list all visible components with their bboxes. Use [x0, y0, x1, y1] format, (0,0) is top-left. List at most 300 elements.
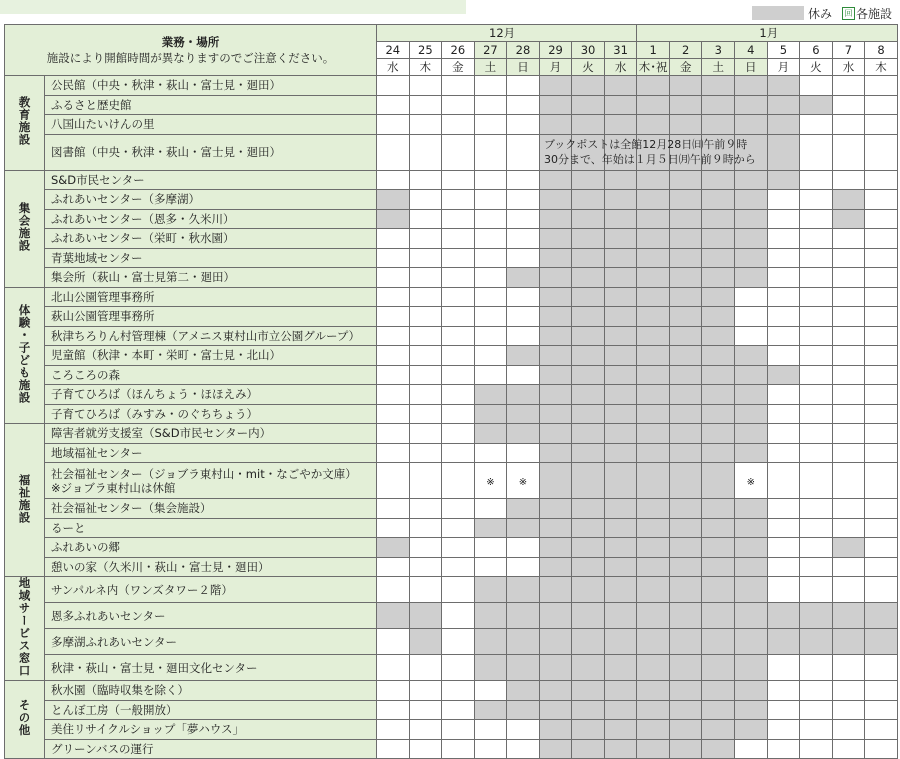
- weekday-label: 木: [409, 59, 442, 76]
- closed-day-cell: [735, 365, 768, 385]
- table-row: [5, 443, 898, 463]
- facility-name-text: るーと: [51, 520, 86, 535]
- open-day-cell: [735, 739, 768, 759]
- open-day-cell: [409, 557, 442, 577]
- closed-day-cell: [702, 170, 735, 190]
- facility-name-text: 北山公園管理事務所: [51, 289, 155, 304]
- open-day-cell: [409, 287, 442, 307]
- open-day-cell: [767, 538, 800, 558]
- table-row: [5, 681, 898, 701]
- open-day-cell: [409, 170, 442, 190]
- open-day-cell: [442, 577, 475, 603]
- open-day-cell: [409, 326, 442, 346]
- open-day-cell: [800, 557, 833, 577]
- table-row: [5, 209, 898, 229]
- open-day-cell: [474, 739, 507, 759]
- open-day-cell: [865, 518, 898, 538]
- open-day-cell: [832, 681, 865, 701]
- facility-name-text: 子育てひろば（みすみ・のぐちちょう）: [51, 406, 258, 421]
- open-day-cell: [800, 346, 833, 366]
- facility-note-text: ※ジョブラ東村山は休館: [51, 480, 176, 495]
- closed-day-cell: [539, 557, 572, 577]
- open-day-cell: [865, 307, 898, 327]
- open-day-cell: [442, 603, 475, 629]
- open-day-cell: [800, 463, 833, 499]
- open-day-cell: [474, 287, 507, 307]
- closed-day-cell: [735, 76, 768, 96]
- top-band: [0, 0, 466, 14]
- weekday-label: 土: [702, 59, 735, 76]
- open-day-cell: [832, 115, 865, 135]
- facility-name: [45, 681, 377, 701]
- table-row: [5, 655, 898, 681]
- day-number: 4: [735, 42, 768, 59]
- open-day-cell: [800, 229, 833, 249]
- day-number: 27: [474, 42, 507, 59]
- category-text: 集会施設: [17, 202, 32, 252]
- closed-day-cell: [669, 76, 702, 96]
- open-day-cell: [442, 443, 475, 463]
- closed-day-cell: [702, 76, 735, 96]
- open-day-cell: [832, 229, 865, 249]
- open-day-cell: [800, 385, 833, 405]
- closed-day-cell: [604, 463, 637, 499]
- open-day-cell: [507, 739, 540, 759]
- open-day-cell: [865, 385, 898, 405]
- facility-name-text: 秋水園（臨時収集を除く）: [51, 683, 189, 698]
- open-day-cell: [507, 443, 540, 463]
- open-day-cell: [377, 629, 410, 655]
- closed-day-cell: [539, 463, 572, 499]
- closed-day-cell: [702, 134, 735, 170]
- open-day-cell: [377, 499, 410, 519]
- open-day-cell: [474, 538, 507, 558]
- month-header-jan: 1月: [637, 25, 897, 42]
- closed-day-cell: [572, 739, 605, 759]
- closed-day-cell: [669, 655, 702, 681]
- open-day-cell: [767, 209, 800, 229]
- open-day-cell: [409, 443, 442, 463]
- closed-day-cell: [604, 95, 637, 115]
- category-text: 地域サービス窓口: [17, 577, 32, 677]
- open-day-cell: [865, 720, 898, 740]
- day-number: 5: [767, 42, 800, 59]
- open-day-cell: [865, 209, 898, 229]
- open-day-cell: [832, 95, 865, 115]
- open-day-cell: [409, 307, 442, 327]
- category-label: [5, 681, 45, 759]
- table-row: [5, 700, 898, 720]
- closed-day-cell: [539, 365, 572, 385]
- facility-name-text: ころころの森: [51, 367, 120, 382]
- weekday-label: 火: [572, 59, 605, 76]
- closed-day-cell: [507, 268, 540, 288]
- closed-day-cell: [735, 248, 768, 268]
- closed-day-cell: [604, 190, 637, 210]
- open-day-cell: [474, 248, 507, 268]
- closed-day-cell: [539, 499, 572, 519]
- facility-icon: 回: [842, 7, 855, 20]
- open-day-cell: [767, 443, 800, 463]
- open-day-cell: [474, 209, 507, 229]
- facility-name: [45, 700, 377, 720]
- closed-day-cell: [637, 115, 670, 135]
- open-day-cell: [442, 739, 475, 759]
- open-day-cell: [442, 134, 475, 170]
- facility-name: [45, 190, 377, 210]
- closed-day-cell: [604, 76, 637, 96]
- open-day-cell: [767, 518, 800, 538]
- open-day-cell: [474, 681, 507, 701]
- open-day-cell: [474, 326, 507, 346]
- closed-day-cell: [637, 229, 670, 249]
- closed-day-cell: [702, 629, 735, 655]
- open-day-cell: [474, 499, 507, 519]
- open-day-cell: [865, 326, 898, 346]
- closed-day-cell: [669, 248, 702, 268]
- closed-day-cell: [539, 248, 572, 268]
- open-day-cell: [442, 404, 475, 424]
- closed-day-cell: [637, 170, 670, 190]
- open-day-cell: [865, 655, 898, 681]
- open-day-cell: [377, 404, 410, 424]
- open-day-cell: [474, 557, 507, 577]
- open-day-cell: [442, 190, 475, 210]
- asterisk-mark: ※: [486, 476, 495, 488]
- day-number: 24: [377, 42, 410, 59]
- facility-name: [45, 307, 377, 327]
- closed-day-cell: [604, 655, 637, 681]
- facility-name: [45, 629, 377, 655]
- closed-day-cell: [637, 655, 670, 681]
- table-row: [5, 115, 898, 135]
- closed-day-cell: [702, 365, 735, 385]
- closed-day-cell: [637, 76, 670, 96]
- closed-day-cell: [669, 577, 702, 603]
- facility-name-text: 憩いの家（久米川・萩山・富士見・廻田）: [51, 559, 270, 574]
- open-day-cell: [767, 404, 800, 424]
- open-day-cell: [377, 720, 410, 740]
- closed-day-cell: [539, 268, 572, 288]
- open-day-cell: [409, 134, 442, 170]
- open-day-cell: [507, 115, 540, 135]
- open-day-cell: [409, 681, 442, 701]
- closed-day-cell: [669, 720, 702, 740]
- closed-day-cell: [669, 603, 702, 629]
- facility-name: [45, 404, 377, 424]
- asterisk-mark: ※: [518, 476, 528, 488]
- open-day-cell: [832, 76, 865, 96]
- closed-day-cell: [409, 629, 442, 655]
- facility-name: [45, 76, 377, 96]
- closed-day-cell: [702, 443, 735, 463]
- closed-day-cell: [637, 365, 670, 385]
- closed-day-cell: [507, 681, 540, 701]
- closed-day-cell: [604, 557, 637, 577]
- open-day-cell: [409, 385, 442, 405]
- open-day-cell: [507, 209, 540, 229]
- open-day-cell: [865, 229, 898, 249]
- open-day-cell: [442, 95, 475, 115]
- open-day-cell: [832, 307, 865, 327]
- closed-day-cell: [539, 681, 572, 701]
- open-day-cell: [865, 739, 898, 759]
- closed-day-cell: [507, 700, 540, 720]
- closed-day-cell: [702, 404, 735, 424]
- closed-day-cell: [702, 603, 735, 629]
- closed-day-cell: [637, 346, 670, 366]
- table-row: [5, 248, 898, 268]
- open-day-cell: [507, 229, 540, 249]
- closed-day-cell: [702, 700, 735, 720]
- weekday-label: 日: [735, 59, 768, 76]
- closed-day-cell: [539, 190, 572, 210]
- open-day-cell: [800, 681, 833, 701]
- open-day-cell: [409, 404, 442, 424]
- closed-day-cell: [507, 346, 540, 366]
- open-day-cell: [409, 76, 442, 96]
- facility-name-text: ふれあいセンター（多摩湖）: [51, 192, 201, 207]
- facility-name: [45, 424, 377, 444]
- open-day-cell: [377, 365, 410, 385]
- open-day-cell: [800, 115, 833, 135]
- open-day-cell: [767, 287, 800, 307]
- open-day-cell: [442, 365, 475, 385]
- facility-name-text: 図書館（中央・秋津・萩山・富士見・廻田）: [51, 145, 281, 159]
- closed-day-cell: [669, 629, 702, 655]
- open-day-cell: [800, 365, 833, 385]
- closed-day-cell: [669, 443, 702, 463]
- closed-day-cell: [702, 326, 735, 346]
- open-day-cell: [442, 115, 475, 135]
- closed-day-cell: [474, 655, 507, 681]
- facility-name: [45, 557, 377, 577]
- open-day-cell: [377, 577, 410, 603]
- facility-name-text: サンパルネ内（ワンズタワー２階）: [51, 582, 233, 597]
- open-day-cell: [474, 115, 507, 135]
- closed-day-cell: [735, 499, 768, 519]
- legend: [752, 4, 892, 22]
- closed-day-cell: [637, 700, 670, 720]
- open-day-cell: [767, 577, 800, 603]
- closed-day-cell: [604, 248, 637, 268]
- open-day-cell: [507, 720, 540, 740]
- category-text: 教育施設: [17, 96, 32, 147]
- open-day-cell: [377, 700, 410, 720]
- open-day-cell: [474, 443, 507, 463]
- closed-day-cell: [572, 720, 605, 740]
- closed-day-cell: [702, 268, 735, 288]
- closed-day-cell: [637, 629, 670, 655]
- open-day-cell: [735, 287, 768, 307]
- table-row: [5, 629, 898, 655]
- open-day-cell: [474, 268, 507, 288]
- open-day-cell: [800, 577, 833, 603]
- open-day-cell: [409, 739, 442, 759]
- closed-day-cell: [637, 603, 670, 629]
- closed-day-cell: [702, 248, 735, 268]
- closed-day-cell: [507, 518, 540, 538]
- open-day-cell: [865, 700, 898, 720]
- table-row: [5, 190, 898, 210]
- closed-day-cell: [800, 629, 833, 655]
- open-day-cell: [832, 518, 865, 538]
- closed-day-cell: [637, 557, 670, 577]
- facility-name: [45, 655, 377, 681]
- category-label: [5, 577, 45, 681]
- closed-day-cell: [832, 603, 865, 629]
- closed-day-cell: [539, 229, 572, 249]
- open-day-cell: [800, 655, 833, 681]
- closed-day-cell: [572, 190, 605, 210]
- closed-day-cell: [539, 115, 572, 135]
- open-day-cell: [409, 538, 442, 558]
- open-day-cell: [442, 76, 475, 96]
- table-row: [5, 385, 898, 405]
- facility-name-text: S&D市民センター: [51, 172, 145, 187]
- closed-day-cell: [865, 603, 898, 629]
- closed-day-cell: [702, 229, 735, 249]
- closed-day-cell: [604, 443, 637, 463]
- closed-day-cell: [637, 463, 670, 499]
- closed-day-cell: [702, 424, 735, 444]
- closed-day-cell: [539, 76, 572, 96]
- closed-day-cell: [637, 385, 670, 405]
- facility-name: [45, 268, 377, 288]
- open-day-cell: [442, 700, 475, 720]
- open-day-cell: [865, 499, 898, 519]
- closed-day-cell: [572, 365, 605, 385]
- closed-day-cell: [604, 629, 637, 655]
- closed-day-cell: [735, 385, 768, 405]
- closed-day-cell: [604, 603, 637, 629]
- closed-day-cell: [637, 307, 670, 327]
- facility-name: [45, 538, 377, 558]
- open-day-cell: [800, 538, 833, 558]
- closed-day-cell: [604, 365, 637, 385]
- facility-name: [45, 170, 377, 190]
- closed-day-cell: [539, 287, 572, 307]
- open-day-cell: [377, 115, 410, 135]
- closed-day-cell: [572, 307, 605, 327]
- day-number: 28: [507, 42, 540, 59]
- closed-swatch: [752, 6, 804, 20]
- category-text: 体験・子ども施設: [17, 303, 32, 404]
- table-row: [5, 287, 898, 307]
- asterisk-mark: ※: [746, 476, 755, 488]
- facility-name-text: 公民館（中央・秋津・萩山・富士見・廻田）: [51, 78, 281, 93]
- weekday-label: 水: [832, 59, 865, 76]
- closed-day-cell: [474, 404, 507, 424]
- open-day-cell: [832, 404, 865, 424]
- facility-name: [45, 720, 377, 740]
- facility-name-text: 地域福祉センター: [51, 445, 143, 460]
- facility-name: [45, 326, 377, 346]
- closed-day-cell: [702, 346, 735, 366]
- open-day-cell: [442, 326, 475, 346]
- open-day-cell: [832, 720, 865, 740]
- closed-day-cell: [637, 518, 670, 538]
- facility-name-text: 児童館（秋津・本町・栄町・富士見・北山）: [51, 348, 281, 363]
- closed-day-cell: [702, 681, 735, 701]
- closed-day-cell: [637, 326, 670, 346]
- closed-day-cell: [735, 229, 768, 249]
- open-day-cell: [474, 307, 507, 327]
- open-day-cell: [442, 518, 475, 538]
- open-day-cell: [800, 287, 833, 307]
- open-day-cell: [377, 134, 410, 170]
- closed-day-cell: [507, 655, 540, 681]
- open-day-cell: [832, 700, 865, 720]
- closed-day-cell: [735, 424, 768, 444]
- open-day-cell: [832, 365, 865, 385]
- open-day-cell: [377, 95, 410, 115]
- library-note-line1: ブックポストは全館12月28日㈰午前９時: [544, 138, 748, 151]
- closed-day-cell: [474, 603, 507, 629]
- day-number: 2: [669, 42, 702, 59]
- open-day-cell: [832, 463, 865, 499]
- open-day-cell: [474, 134, 507, 170]
- open-day-cell: [377, 326, 410, 346]
- open-day-cell: [409, 190, 442, 210]
- closed-day-cell: [604, 538, 637, 558]
- closed-day-cell: [539, 443, 572, 463]
- closed-day-cell: [669, 463, 702, 499]
- weekday-label: 金: [669, 59, 702, 76]
- facility-name: [45, 463, 377, 499]
- open-day-cell: [507, 248, 540, 268]
- closed-day-cell: [767, 629, 800, 655]
- closed-day-cell: [669, 326, 702, 346]
- open-day-cell: [409, 499, 442, 519]
- open-day-cell: [507, 170, 540, 190]
- closed-day-cell: [735, 209, 768, 229]
- day-number: 6: [800, 42, 833, 59]
- open-day-cell: [377, 443, 410, 463]
- table-row: [5, 307, 898, 327]
- open-day-cell: [442, 248, 475, 268]
- table-row: [5, 326, 898, 346]
- open-day-cell: [832, 424, 865, 444]
- category-label: [5, 424, 45, 577]
- closed-day-cell: [669, 346, 702, 366]
- library-note-line2: 30分まで、年始は１月５日㈪午前９時から: [544, 153, 756, 166]
- open-day-cell: [767, 248, 800, 268]
- month-header-dec: 12月: [377, 25, 637, 42]
- closed-day-cell: [735, 629, 768, 655]
- facility-name: [45, 603, 377, 629]
- facility-name: [45, 739, 377, 759]
- open-day-cell: [865, 287, 898, 307]
- open-day-cell: [865, 538, 898, 558]
- closed-day-cell: [539, 720, 572, 740]
- table-row: [5, 557, 898, 577]
- table-row: [5, 739, 898, 759]
- open-day-cell: [442, 229, 475, 249]
- closed-day-cell: [735, 346, 768, 366]
- closed-day-cell: [539, 95, 572, 115]
- closed-day-cell: [767, 115, 800, 135]
- day-number: 25: [409, 42, 442, 59]
- closed-day-cell: [604, 499, 637, 519]
- open-day-cell: [377, 76, 410, 96]
- closed-day-cell: [572, 655, 605, 681]
- open-day-cell: [507, 76, 540, 96]
- open-day-cell: [442, 209, 475, 229]
- open-day-cell: [409, 346, 442, 366]
- open-day-cell: [767, 190, 800, 210]
- closed-day-cell: [604, 700, 637, 720]
